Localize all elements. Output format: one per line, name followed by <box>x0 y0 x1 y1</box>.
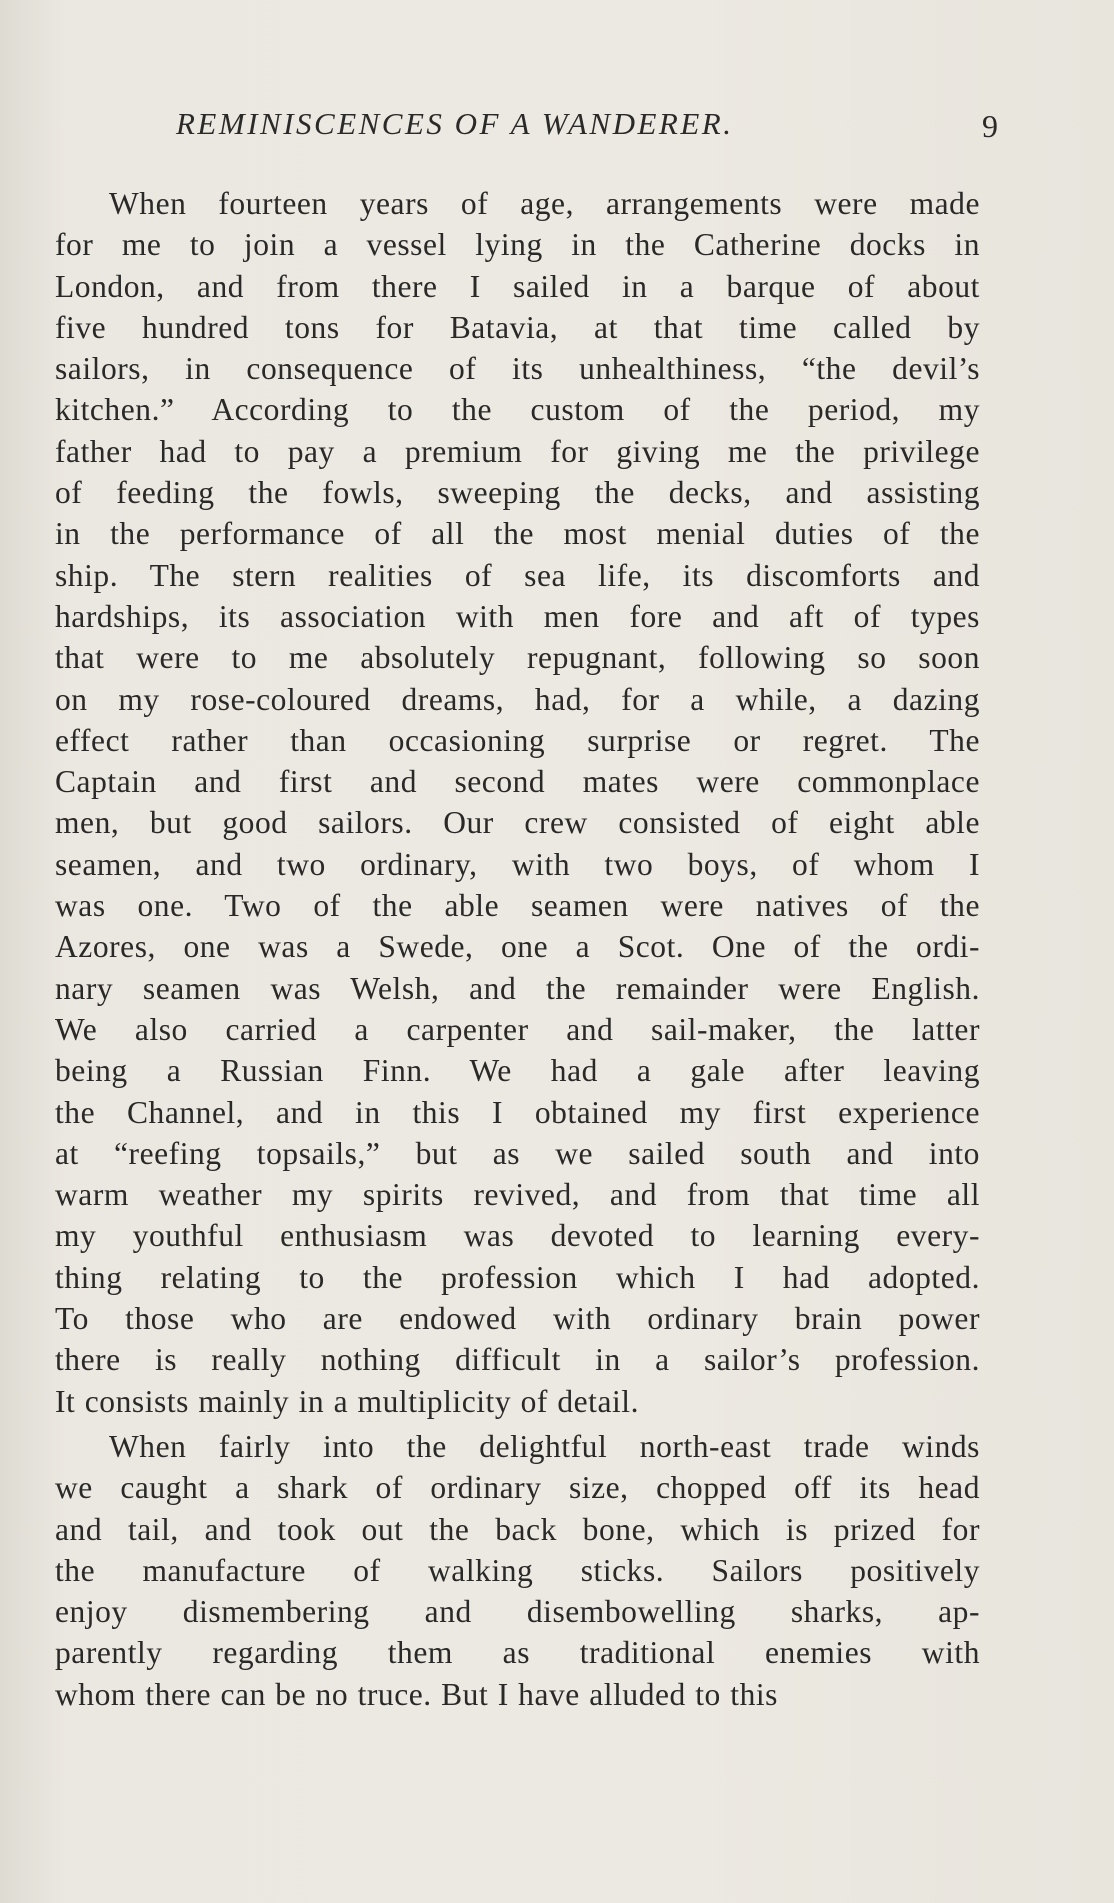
paragraph <box>55 1426 980 1715</box>
text-line: the manufacture of walking sticks. Sailors positively <box>55 1552 980 1588</box>
text-line: It consists mainly in a multiplicity of detail. <box>55 1383 640 1419</box>
text-line: When fourteen years of age, arrangements were made <box>109 186 980 221</box>
text-line: We also carried a carpenter and sail-maker, the latter <box>55 1011 980 1047</box>
text-line: that were to me absolutely repugnant, following so soon <box>55 640 980 676</box>
text-line: thing relating to the profession which I had adopted. <box>55 1259 980 1295</box>
paragraph <box>55 183 980 1422</box>
text-line: hardships, its association with men fore and aft of types <box>55 598 980 634</box>
text-line: five hundred tons for Batavia, at that time called by <box>55 309 980 345</box>
text-line: in the performance of all the most menial duties of the <box>55 516 980 552</box>
text-line: father had to pay a premium for giving me the privilege <box>55 433 980 469</box>
page-number: 9 <box>982 108 998 144</box>
text-line: the Channel, and in this I obtained my first experience <box>55 1094 980 1130</box>
text-line: warm weather my spirits revived, and from that time all <box>55 1177 980 1213</box>
text-line: on my rose-coloured dreams, had, for a while, a dazing <box>55 681 980 717</box>
page-header <box>176 106 998 156</box>
text-line: Captain and first and second mates were commonplace <box>55 764 980 800</box>
text-line: sailors, in consequence of its unhealthiness, “the devil’s <box>55 351 980 387</box>
text-line: seamen, and two ordinary, with two boys, of whom I <box>55 846 980 882</box>
text-line: there is really nothing difficult in a sailor’s profession. <box>55 1342 980 1378</box>
text-line: Azores, one was a Swede, one a Scot. One of the ordi- <box>55 929 980 965</box>
text-line: enjoy dismembering and disembowelling sharks, ap- <box>55 1594 980 1630</box>
text-line: my youthful enthusiasm was devoted to learning every- <box>55 1218 980 1254</box>
text-line: effect rather than occasioning surprise or regret. The <box>55 722 980 758</box>
text-line: being a Russian Finn. We had a gale after leaving <box>55 1053 980 1089</box>
text-line: and tail, and took out the back bone, which is prized for <box>55 1511 980 1547</box>
text-line: London, and from there I sailed in a barque of about <box>55 268 980 304</box>
text-line: was one. Two of the able seamen were natives of the <box>55 888 980 924</box>
text-line: of feeding the fowls, sweeping the decks, and assisting <box>55 475 980 511</box>
text-line: ship. The stern realities of sea life, its discomforts and <box>55 557 980 593</box>
text-line: at “reefing topsails,” but as we sailed south and into <box>55 1135 980 1171</box>
running-head: REMINISCENCES OF A WANDERER. <box>176 106 734 141</box>
text-line: we caught a shark of ordinary size, chopped off its head <box>55 1470 980 1506</box>
text-line: When fairly into the delightful north-east trade winds <box>109 1428 980 1464</box>
text-line: for me to join a vessel lying in the Catherine docks in <box>55 227 980 263</box>
text-line: whom there can be no truce. But I have alluded to this <box>55 1676 778 1712</box>
body-text <box>55 183 980 1715</box>
text-line: men, but good sailors. Our crew consisted of eight able <box>55 805 980 841</box>
text-line: To those who are endowed with ordinary brain power <box>55 1301 980 1337</box>
text-line: kitchen.” According to the custom of the period, my <box>55 392 980 428</box>
text-line: nary seamen was Welsh, and the remainder were English. <box>55 970 980 1006</box>
text-line: parently regarding them as traditional enemies with <box>55 1635 980 1671</box>
